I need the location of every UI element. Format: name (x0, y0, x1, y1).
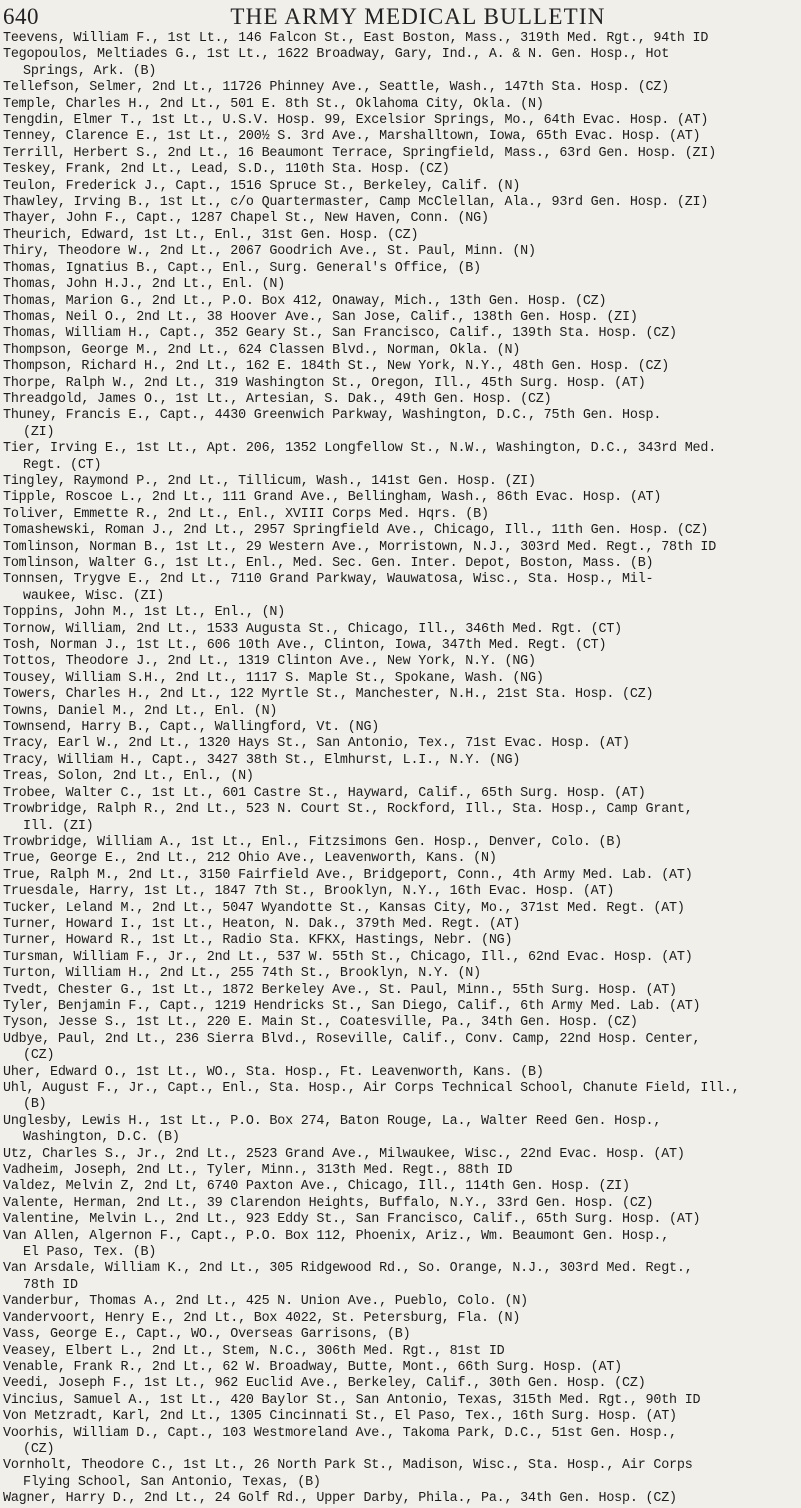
entry-continuation: Regt. (CT) (23, 457, 102, 473)
entry-text: Turton, William H., 2nd Lt., 255 74th St., Brooklyn, N.Y. (N) (3, 966, 481, 982)
entry-text: Veasey, Elbert L., 2nd Lt., Stem, N.C., 306th Med. Rgt., 81st ID (3, 1343, 505, 1359)
entry-text: Vadheim, Joseph, 2nd Lt., Tyler, Minn., 313th Med. Regt., 88th ID (3, 1163, 513, 1179)
entry-text: Theurich, Edward, 1st Lt., Enl., 31st Gen. Hosp. (CZ) (3, 227, 419, 243)
roster-entry (3, 1458, 798, 1491)
roster-entry (3, 901, 798, 917)
roster-entry (3, 1147, 798, 1163)
entry-continuation: Ill. (ZI) (23, 818, 94, 834)
entry-text: Tegopoulos, Meltiades G., 1st Lt., 1622 Broadway, Gary, Ind., A. & N. Gen. Hosp., Hot (3, 47, 670, 63)
entry-text: Towers, Charles H., 2nd Lt., 122 Myrtle St., Manchester, N.H., 21st Sta. Hosp. (CZ) (3, 687, 654, 703)
entry-text: Tellefson, Selmer, 2nd Lt., 11726 Phinney Ave., Seattle, Wash., 147th Sta. Hosp. (CZ) (3, 80, 670, 96)
entry-text: Tracy, William H., Capt., 3427 38th St., Elmhurst, L.I., N.Y. (NG) (3, 752, 521, 768)
roster-entry (3, 310, 798, 326)
entry-text: Vandervoort, Henry E., 2nd Lt., Box 4022, St. Petersburg, Fla. (N) (3, 1310, 521, 1326)
roster-entry (3, 1179, 798, 1195)
roster-entry (3, 1393, 798, 1409)
roster-entry (3, 359, 798, 375)
entry-text: Tucker, Leland M., 2nd Lt., 5047 Wyandotte St., Kansas City, Mo., 371st Med. Regt. (AT) (3, 900, 685, 916)
roster-entry (3, 490, 798, 506)
entry-text: Thompson, George M., 2nd Lt., 624 Classen Blvd., Norman, Okla. (N) (3, 342, 521, 358)
roster-entry (3, 1081, 798, 1114)
roster-entry (3, 376, 798, 392)
entry-text: True, George E., 2nd Lt., 212 Ohio Ave., Leavenworth, Kans. (N) (3, 851, 497, 867)
roster-entry (3, 851, 798, 867)
entry-text: Tottos, Theodore J., 2nd Lt., 1319 Clinton Ave., New York, N.Y. (NG) (3, 654, 536, 670)
entry-text: Turner, Howard R., 1st Lt., Radio Sta. KFKX, Hastings, Nebr. (NG) (3, 933, 513, 949)
entry-text: Thomas, John H.J., 2nd Lt., Enl. (N) (3, 277, 286, 293)
entry-continuation: Washington, D.C. (B) (23, 1130, 180, 1146)
roster-entry (3, 983, 798, 999)
roster-entry (3, 1229, 798, 1262)
roster-entry (3, 999, 798, 1015)
entry-text: Thomas, William H., Capt., 352 Geary St., San Francisco, Calif., 139th Sta. Hosp. (CZ) (3, 326, 677, 342)
entry-text: Valdez, Melvin Z, 2nd Lt, 6740 Paxton Ave., Chicago, Ill., 114th Gen. Hosp. (ZI) (3, 1179, 630, 1195)
roster-entry (3, 523, 798, 539)
entry-text: Tornow, William, 2nd Lt., 1533 Augusta St., Chicago, Ill., 346th Med. Rgt. (CT) (3, 621, 623, 637)
roster-entry (3, 326, 798, 342)
entry-continuation: (CZ) (23, 1441, 55, 1457)
entry-text: Tomlinson, Walter G., 1st Lt., Enl., Med. Sec. Gen. Inter. Depot, Boston, Mass. (B) (3, 556, 654, 571)
roster-entry (3, 1163, 798, 1179)
roster-entry (3, 1360, 798, 1376)
entry-text: Valentine, Melvin L., 2nd Lt., 923 Eddy St., San Francisco, Calif., 65th Surg. Hosp. (AT) (3, 1212, 701, 1228)
entry-continuation: (ZI) (23, 424, 55, 440)
page-header (3, 4, 793, 32)
roster-entry (3, 1294, 798, 1310)
page-number: 640 (3, 4, 39, 29)
roster-entry (3, 753, 798, 769)
entry-text: Turner, Howard I., 1st Lt., Heaton, N. Dak., 379th Med. Regt. (AT) (3, 916, 521, 932)
roster-entry (3, 933, 798, 949)
roster-entry (3, 802, 798, 835)
roster-entry (3, 1065, 798, 1081)
roster-entry (3, 950, 798, 966)
roster-entry (3, 179, 798, 195)
roster-entry (3, 113, 798, 129)
entry-text: Valente, Herman, 2nd Lt., 39 Clarendon Heights, Buffalo, N.Y., 33rd Gen. Hosp. (CZ) (3, 1195, 654, 1211)
entry-text: Tipple, Roscoe L., 2nd Lt., 111 Grand Ave., Bellingham, Wash., 86th Evac. Hosp. (AT) (3, 490, 662, 506)
roster-entry (3, 687, 798, 703)
roster-entry (3, 441, 798, 474)
entry-text: Van Allen, Algernon F., Capt., P.O. Box 112, Phoenix, Ariz., Wm. Beaumont Gen. Hosp., (3, 1228, 670, 1244)
roster-entry (3, 671, 798, 687)
entry-text: Vincius, Samuel A., 1st Lt., 420 Baylor St., San Antonio, Texas, 315th Med. Rgt., 90th ID (3, 1392, 701, 1408)
roster-entry (3, 1196, 798, 1212)
roster-entry (3, 868, 798, 884)
roster-entry (3, 884, 798, 900)
entry-text: Truesdale, Harry, 1st Lt., 1847 7th St., Brooklyn, N.Y., 16th Evac. Hosp. (AT) (3, 884, 615, 900)
roster-list (3, 31, 798, 1508)
entry-text: Thomas, Marion G., 2nd Lt., P.O. Box 412, Onaway, Mich., 13th Gen. Hosp. (CZ) (3, 293, 607, 309)
roster-entry (3, 1032, 798, 1065)
roster-entry (3, 47, 798, 80)
roster-entry (3, 244, 798, 260)
entry-text: Thiry, Theodore W., 2nd Lt., 2067 Goodrich Ave., St. Paul, Minn. (N) (3, 244, 536, 260)
entry-text: Tousey, William S.H., 2nd Lt., 1117 S. Maple St., Spokane, Wash. (NG) (3, 670, 544, 686)
entry-text: Udbye, Paul, 2nd Lt., 236 Sierra Blvd., Roseville, Calif., Conv. Camp, 22nd Hosp. Center, (3, 1031, 701, 1047)
entry-text: Uher, Edward O., 1st Lt., WO., Sta. Hosp., Ft. Leavenworth, Kans. (B) (3, 1064, 544, 1080)
roster-entry (3, 540, 798, 556)
entry-text: Von Metzradt, Karl, 2nd Lt., 1305 Cincinnati St., El Paso, Tex., 16th Surg. Hosp. (AT) (3, 1409, 677, 1425)
entry-text: Vanderbur, Thomas A., 2nd Lt., 425 N. Union Ave., Pueblo, Colo. (N) (3, 1294, 528, 1310)
roster-entry (3, 654, 798, 670)
roster-entry (3, 228, 798, 244)
roster-entry (3, 146, 798, 162)
entry-text: Teulon, Frederick J., Capt., 1516 Spruce St., Berkeley, Calif. (N) (3, 178, 521, 194)
entry-text: Vass, George E., Capt., WO., Overseas Garrisons, (B) (3, 1327, 411, 1343)
roster-entry (3, 638, 798, 654)
entry-text: Tier, Irving E., 1st Lt., Apt. 206, 1352 Longfellow St., N.W., Washington, D.C., 343rd Med. (3, 441, 717, 457)
roster-entry (3, 294, 798, 310)
entry-continuation: Flying School, San Antonio, Texas, (B) (23, 1474, 321, 1490)
roster-entry (3, 1114, 798, 1147)
entry-text: Tvedt, Chester G., 1st Lt., 1872 Berkeley Ave., St. Paul, Minn., 55th Surg. Hosp. (AT) (3, 982, 677, 998)
roster-entry (3, 572, 798, 605)
entry-text: Thorpe, Ralph W., 2nd Lt., 319 Washington St., Oregon, Ill., 45th Surg. Hosp. (AT) (3, 375, 646, 391)
entry-text: Toliver, Emmette R., 2nd Lt., Enl., XVIII Corps Med. Hqrs. (B) (3, 506, 489, 522)
roster-entry (3, 1409, 798, 1425)
entry-text: Utz, Charles S., Jr., 2nd Lt., 2523 Grand Ave., Milwaukee, Wisc., 22nd Evac. Hosp. (AT) (3, 1146, 685, 1162)
entry-text: Van Arsdale, William K., 2nd Lt., 305 Ridgewood Rd., So. Orange, N.J., 303rd Med. Regt., (3, 1261, 693, 1277)
entry-continuation: (B) (23, 1097, 47, 1113)
roster-entry (3, 1212, 798, 1228)
roster-entry (3, 1015, 798, 1031)
entry-text: Tyson, Jesse S., 1st Lt., 220 E. Main St., Coatesville, Pa., 34th Gen. Hosp. (CZ) (3, 1015, 638, 1031)
entry-text: Tingley, Raymond P., 2nd Lt., Tillicum, Wash., 141st Gen. Hosp. (ZI) (3, 473, 536, 489)
entry-text: Tyler, Benjamin F., Capt., 1219 Hendricks St., San Diego, Calif., 6th Army Med. Lab. (AT) (3, 998, 701, 1014)
roster-entry (3, 786, 798, 802)
entry-text: Thomas, Neil O., 2nd Lt., 38 Hoover Ave., San Jose, Calif., 138th Gen. Hosp. (ZI) (3, 309, 638, 325)
roster-entry (3, 1344, 798, 1360)
entry-text: Trobee, Walter C., 1st Lt., 601 Castre St., Hayward, Calif., 65th Surg. Hosp. (AT) (3, 785, 646, 801)
roster-entry (3, 736, 798, 752)
roster-entry (3, 704, 798, 720)
entry-continuation: (CZ) (23, 1048, 55, 1064)
entry-text: True, Ralph M., 2nd Lt., 3150 Fairfield Ave., Bridgeport, Conn., 4th Army Med. Lab. (AT) (3, 867, 693, 883)
entry-text: Towns, Daniel M., 2nd Lt., Enl. (N) (3, 703, 278, 719)
roster-entry (3, 605, 798, 621)
entry-text: Teevens, William F., 1st Lt., 146 Falcon St., East Boston, Mass., 319th Med. Rgt., 94th ID (3, 31, 709, 46)
roster-entry (3, 261, 798, 277)
journal-title: THE ARMY MEDICAL BULLETIN (230, 4, 606, 29)
entry-continuation: waukee, Wisc. (ZI) (23, 588, 165, 604)
roster-entry (3, 162, 798, 178)
entry-text: Thompson, Richard H., 2nd Lt., 162 E. 184th St., New York, N.Y., 48th Gen. Hosp. (CZ) (3, 359, 670, 375)
entry-text: Teskey, Frank, 2nd Lt., Lead, S.D., 110th Sta. Hosp. (CZ) (3, 162, 450, 178)
entry-text: Tursman, William F., Jr., 2nd Lt., 537 W. 55th St., Chicago, Ill., 62nd Evac. Hosp. (AT) (3, 949, 693, 965)
roster-entry (3, 556, 798, 572)
entry-text: Wagner, Harry D., 2nd Lt., 24 Golf Rd., Upper Darby, Phila., Pa., 34th Gen. Hosp. (CZ) (3, 1491, 677, 1507)
roster-entry (3, 277, 798, 293)
roster-entry (3, 1327, 798, 1343)
entry-text: Tenney, Clarence E., 1st Lt., 200½ S. 3rd Ave., Marshalltown, Iowa, 65th Evac. Hosp. (AT) (3, 129, 701, 145)
roster-entry (3, 769, 798, 785)
entry-text: Terrill, Herbert S., 2nd Lt., 16 Beaumont Terrace, Springfield, Mass., 63rd Gen. Hosp. (ZI) (3, 145, 717, 161)
entry-text: Tracy, Earl W., 2nd Lt., 1320 Hays St., San Antonio, Tex., 71st Evac. Hosp. (AT) (3, 736, 630, 752)
entry-text: Tosh, Norman J., 1st Lt., 606 10th Ave., Clinton, Iowa, 347th Med. Regt. (CT) (3, 638, 607, 654)
roster-entry (3, 408, 798, 441)
roster-entry (3, 720, 798, 736)
roster-entry (3, 31, 798, 47)
entry-text: Voorhis, William D., Capt., 103 Westmoreland Ave., Takoma Park, D.C., 51st Gen. Hosp., (3, 1425, 677, 1441)
roster-entry (3, 80, 798, 96)
roster-entry (3, 343, 798, 359)
roster-entry (3, 1491, 798, 1507)
entry-text: Venable, Frank R., 2nd Lt., 62 W. Broadway, Butte, Mont., 66th Surg. Hosp. (AT) (3, 1359, 623, 1375)
entry-text: Thawley, Irving B., 1st Lt., c/o Quartermaster, Camp McClellan, Ala., 93rd Gen. Hosp. (ZI) (3, 195, 709, 211)
entry-text: Thuney, Francis E., Capt., 4430 Greenwich Parkway, Washington, D.C., 75th Gen. Hosp. (3, 408, 662, 424)
entry-text: Uhl, August F., Jr., Capt., Enl., Sta. Hosp., Air Corps Technical School, Chanute Field, Ill., (3, 1081, 740, 1096)
roster-entry (3, 917, 798, 933)
roster-entry (3, 129, 798, 145)
roster-entry (3, 507, 798, 523)
entry-text: Townsend, Harry B., Capt., Wallingford, Vt. (NG) (3, 720, 380, 736)
entry-continuation: Springs, Ark. (B) (23, 63, 157, 79)
entry-text: Unglesby, Lewis H., 1st Lt., P.O. Box 274, Baton Rouge, La., Walter Reed Gen. Hosp., (3, 1113, 662, 1129)
entry-text: Trowbridge, Ralph R., 2nd Lt., 523 N. Court St., Rockford, Ill., Sta. Hosp., Camp Grant, (3, 802, 693, 818)
entry-continuation: El Paso, Tex. (B) (23, 1245, 157, 1261)
entry-text: Tengdin, Elmer T., 1st Lt., U.S.V. Hosp. 99, Excelsior Springs, Mo., 64th Evac. Hosp. (AT) (3, 113, 709, 129)
entry-text: Tomashewski, Roman J., 2nd Lt., 2957 Springfield Ave., Chicago, Ill., 11th Gen. Hosp. (CZ) (3, 523, 709, 539)
entry-text: Threadgold, James O., 1st Lt., Artesian, S. Dak., 49th Gen. Hosp. (CZ) (3, 391, 552, 407)
entry-text: Thomas, Ignatius B., Capt., Enl., Surg. General's Office, (B) (3, 260, 481, 276)
entry-text: Trowbridge, William A., 1st Lt., Enl., Fitzsimons Gen. Hosp., Denver, Colo. (B) (3, 834, 623, 850)
roster-entry (3, 1261, 798, 1294)
entry-text: Temple, Charles H., 2nd Lt., 501 E. 8th St., Oklahoma City, Okla. (N) (3, 96, 544, 112)
roster-entry (3, 1426, 798, 1459)
roster-entry (3, 966, 798, 982)
roster-entry (3, 392, 798, 408)
roster-entry (3, 835, 798, 851)
entry-text: Veedi, Joseph F., 1st Lt., 962 Euclid Ave., Berkeley, Calif., 30th Gen. Hosp. (CZ) (3, 1376, 646, 1392)
roster-entry (3, 211, 798, 227)
roster-entry (3, 1376, 798, 1392)
roster-entry (3, 474, 798, 490)
entry-text: Tonnsen, Trygve E., 2nd Lt., 7110 Grand Parkway, Wauwatosa, Wisc., Sta. Hosp., Mil- (3, 572, 654, 588)
roster-entry (3, 1311, 798, 1327)
entry-text: Thayer, John F., Capt., 1287 Chapel St., New Haven, Conn. (NG) (3, 211, 489, 227)
entry-text: Tomlinson, Norman B., 1st Lt., 29 Western Ave., Morristown, N.J., 303rd Med. Regt., 78th ID (3, 539, 717, 555)
roster-entry (3, 97, 798, 113)
entry-text: Vornholt, Theodore C., 1st Lt., 26 North Park St., Madison, Wisc., Sta. Hosp., Air Corps (3, 1458, 693, 1474)
entry-text: Treas, Solon, 2nd Lt., Enl., (N) (3, 769, 254, 785)
roster-entry (3, 195, 798, 211)
entry-continuation: 78th ID (23, 1277, 78, 1293)
roster-entry (3, 622, 798, 638)
entry-text: Toppins, John M., 1st Lt., Enl., (N) (3, 605, 286, 621)
